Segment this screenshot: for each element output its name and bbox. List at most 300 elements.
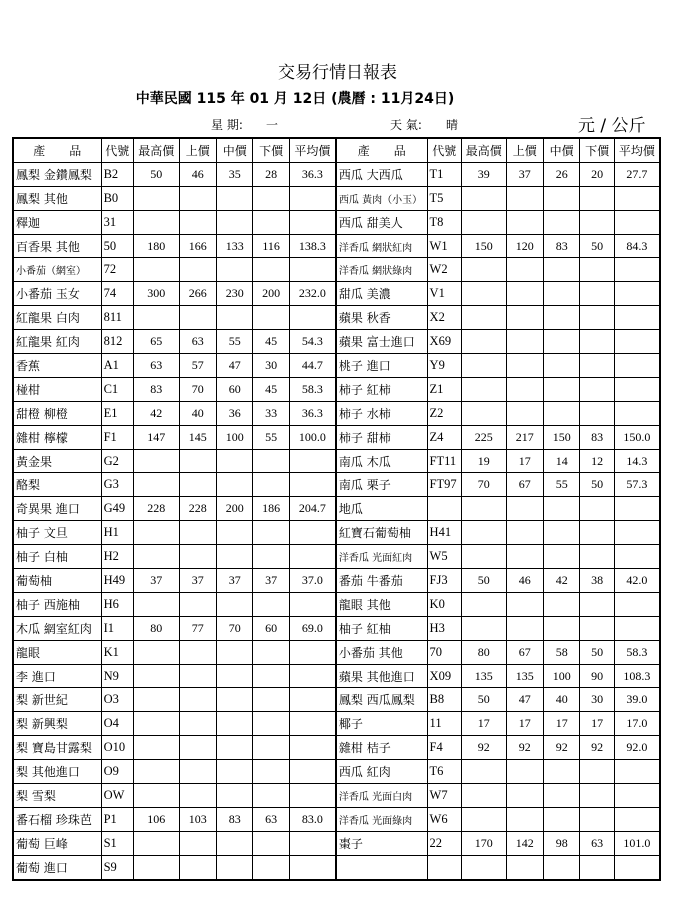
product-name: 番茄 牛番茄 [336, 569, 427, 593]
weather-label: 天 氣: [390, 118, 422, 132]
highest-price [133, 831, 179, 855]
middle-price [543, 592, 579, 616]
lower-price: 30 [580, 688, 614, 712]
table-row [13, 497, 660, 521]
upper-price [506, 186, 543, 210]
highest-price [133, 545, 179, 569]
highest-price: 17 [461, 712, 506, 736]
highest-price: 180 [133, 234, 179, 258]
lower-price [580, 807, 614, 831]
product-code: T8 [427, 210, 461, 234]
product-name: 南瓜 木瓜 [336, 449, 427, 473]
report-date: 中華民國 115 年 01 月 12日 (農曆 : 11月24日) [135, 91, 455, 107]
col-lower: 下價 [580, 138, 614, 162]
highest-price: 147 [133, 425, 179, 449]
middle-price [216, 736, 252, 760]
lower-price [580, 497, 614, 521]
product-code: I1 [101, 616, 133, 640]
average-price [289, 545, 336, 569]
average-price [289, 855, 336, 879]
middle-price [216, 449, 252, 473]
product-code: Z2 [427, 401, 461, 425]
lower-price [580, 592, 614, 616]
product-code: 22 [427, 831, 461, 855]
product-name: 鳳梨 金鑽鳳梨 [13, 162, 101, 186]
lower-price [580, 186, 614, 210]
upper-price [179, 210, 216, 234]
upper-price: 266 [179, 282, 216, 306]
upper-price [179, 306, 216, 330]
average-price [614, 330, 660, 354]
lower-price [253, 545, 289, 569]
product-code: H3 [427, 616, 461, 640]
upper-price: 46 [506, 569, 543, 593]
product-name: 南瓜 栗子 [336, 473, 427, 497]
highest-price: 135 [461, 664, 506, 688]
average-price [289, 521, 336, 545]
product-code: Y9 [427, 354, 461, 378]
lower-price [253, 760, 289, 784]
table-row [13, 473, 660, 497]
average-price [614, 497, 660, 521]
table-row [13, 616, 660, 640]
lower-price: 38 [580, 569, 614, 593]
highest-price: 80 [461, 640, 506, 664]
upper-price: 103 [179, 807, 216, 831]
col-upper: 上價 [506, 138, 543, 162]
upper-price [506, 306, 543, 330]
product-code: FT11 [427, 449, 461, 473]
product-name: 木瓜 網室紅肉 [13, 616, 101, 640]
product-name: 百香果 其他 [13, 234, 101, 258]
product-name: 梨 寶島甘露梨 [13, 736, 101, 760]
product-name: 蘋果 富士進口 [336, 330, 427, 354]
average-price [289, 210, 336, 234]
upper-price: 142 [506, 831, 543, 855]
lower-price [253, 258, 289, 282]
lower-price [253, 688, 289, 712]
average-price: 14.3 [614, 449, 660, 473]
upper-price: 67 [506, 640, 543, 664]
upper-price [179, 258, 216, 282]
lower-price [253, 855, 289, 879]
product-code: H41 [427, 521, 461, 545]
price-table [12, 137, 661, 881]
table-row [13, 449, 660, 473]
product-code: F1 [101, 425, 133, 449]
highest-price [461, 855, 506, 879]
highest-price [133, 712, 179, 736]
middle-price: 100 [543, 664, 579, 688]
product-name: 西瓜 大西瓜 [336, 162, 427, 186]
lower-price [253, 640, 289, 664]
product-name: 椪柑 [13, 377, 101, 401]
middle-price: 200 [216, 497, 252, 521]
middle-price: 83 [543, 234, 579, 258]
product-name: 柿子 甜柿 [336, 425, 427, 449]
lower-price [253, 521, 289, 545]
lower-price: 186 [253, 497, 289, 521]
highest-price [461, 258, 506, 282]
middle-price: 37 [216, 569, 252, 593]
middle-price: 98 [543, 831, 579, 855]
product-name: 蘋果 其他進口 [336, 664, 427, 688]
middle-price [216, 592, 252, 616]
upper-price: 46 [179, 162, 216, 186]
upper-price [179, 784, 216, 808]
average-price: 36.3 [289, 162, 336, 186]
upper-price [179, 831, 216, 855]
product-code: G49 [101, 497, 133, 521]
table-row [13, 425, 660, 449]
middle-price: 83 [216, 807, 252, 831]
product-code: W6 [427, 807, 461, 831]
upper-price: 17 [506, 712, 543, 736]
table-row [13, 330, 660, 354]
product-name: 黃金果 [13, 449, 101, 473]
table-row [13, 162, 660, 186]
average-price [289, 449, 336, 473]
table-row [13, 831, 660, 855]
product-code: O9 [101, 760, 133, 784]
product-name: 小番茄 其他 [336, 640, 427, 664]
table-body [13, 162, 660, 879]
average-price: 58.3 [289, 377, 336, 401]
average-price [614, 210, 660, 234]
upper-price [179, 736, 216, 760]
upper-price [506, 855, 543, 879]
product-code: 812 [101, 330, 133, 354]
middle-price: 150 [543, 425, 579, 449]
table-row [13, 186, 660, 210]
product-name: 洋香瓜 光面紅肉 [336, 545, 427, 569]
highest-price: 225 [461, 425, 506, 449]
product-name: 洋香瓜 光面白肉 [336, 784, 427, 808]
product-code: H2 [101, 545, 133, 569]
product-name: 鳳梨 西瓜鳳梨 [336, 688, 427, 712]
table-row [13, 234, 660, 258]
product-code: K1 [101, 640, 133, 664]
table-header-row [13, 138, 660, 162]
middle-price: 40 [543, 688, 579, 712]
lower-price [580, 855, 614, 879]
highest-price [461, 521, 506, 545]
lower-price: 30 [253, 354, 289, 378]
upper-price [179, 664, 216, 688]
lower-price [253, 449, 289, 473]
weekday-value: 一 [266, 118, 279, 132]
average-price: 39.0 [614, 688, 660, 712]
lower-price [580, 330, 614, 354]
product-name: 柚子 西施柚 [13, 592, 101, 616]
middle-price [543, 855, 579, 879]
highest-price [133, 736, 179, 760]
average-price: 36.3 [289, 401, 336, 425]
highest-price [461, 616, 506, 640]
product-name: 鳳梨 其他 [13, 186, 101, 210]
middle-price [216, 473, 252, 497]
product-code: V1 [427, 282, 461, 306]
product-code: W2 [427, 258, 461, 282]
average-price [614, 855, 660, 879]
lower-price: 50 [580, 640, 614, 664]
lower-price [580, 784, 614, 808]
highest-price: 65 [133, 330, 179, 354]
table-row [13, 855, 660, 879]
middle-price: 100 [216, 425, 252, 449]
middle-price: 133 [216, 234, 252, 258]
product-code: O10 [101, 736, 133, 760]
middle-price [543, 210, 579, 234]
col-code: 代號 [101, 138, 133, 162]
upper-price [179, 473, 216, 497]
upper-price [179, 449, 216, 473]
col-lower: 下價 [253, 138, 289, 162]
upper-price [506, 497, 543, 521]
lower-price: 12 [580, 449, 614, 473]
product-code: S9 [101, 855, 133, 879]
highest-price [461, 377, 506, 401]
product-name: 洋香瓜 光面綠肉 [336, 807, 427, 831]
col-product: 產 品 [336, 138, 427, 162]
upper-price: 120 [506, 234, 543, 258]
product-name: 甜瓜 美濃 [336, 282, 427, 306]
lower-price [253, 664, 289, 688]
upper-price [506, 760, 543, 784]
highest-price: 92 [461, 736, 506, 760]
lower-price [580, 258, 614, 282]
upper-price: 63 [179, 330, 216, 354]
table-row [13, 377, 660, 401]
highest-price [133, 186, 179, 210]
product-name: 西瓜 紅肉 [336, 760, 427, 784]
table-row [13, 688, 660, 712]
upper-price [179, 760, 216, 784]
product-name: 洋香瓜 網狀綠肉 [336, 258, 427, 282]
product-code: 811 [101, 306, 133, 330]
highest-price [133, 306, 179, 330]
upper-price [506, 282, 543, 306]
middle-price [216, 688, 252, 712]
lower-price [580, 760, 614, 784]
middle-price [543, 545, 579, 569]
middle-price: 92 [543, 736, 579, 760]
highest-price [461, 760, 506, 784]
average-price [289, 831, 336, 855]
upper-price [506, 545, 543, 569]
product-code: E1 [101, 401, 133, 425]
highest-price [133, 664, 179, 688]
middle-price [216, 258, 252, 282]
upper-price: 217 [506, 425, 543, 449]
highest-price: 37 [133, 569, 179, 593]
highest-price: 228 [133, 497, 179, 521]
product-code: S1 [101, 831, 133, 855]
upper-price: 77 [179, 616, 216, 640]
upper-price [179, 855, 216, 879]
upper-price [506, 401, 543, 425]
table-row [13, 784, 660, 808]
price-unit: 元 / 公斤 [578, 116, 646, 136]
highest-price: 80 [133, 616, 179, 640]
product-code: N9 [101, 664, 133, 688]
table-row [13, 306, 660, 330]
average-price [614, 258, 660, 282]
average-price [289, 712, 336, 736]
product-name: 雜柑 檸檬 [13, 425, 101, 449]
product-code: H6 [101, 592, 133, 616]
product-code: B8 [427, 688, 461, 712]
middle-price [543, 186, 579, 210]
highest-price [133, 784, 179, 808]
product-code: 31 [101, 210, 133, 234]
table-row [13, 282, 660, 306]
middle-price [543, 807, 579, 831]
average-price: 27.7 [614, 162, 660, 186]
upper-price: 47 [506, 688, 543, 712]
lower-price: 45 [253, 330, 289, 354]
product-code: F4 [427, 736, 461, 760]
product-code: H1 [101, 521, 133, 545]
upper-price: 57 [179, 354, 216, 378]
middle-price: 60 [216, 377, 252, 401]
middle-price [216, 712, 252, 736]
middle-price [543, 377, 579, 401]
average-price: 232.0 [289, 282, 336, 306]
middle-price [543, 784, 579, 808]
average-price [614, 760, 660, 784]
highest-price [461, 306, 506, 330]
average-price: 54.3 [289, 330, 336, 354]
upper-price [179, 688, 216, 712]
average-price [289, 736, 336, 760]
middle-price: 14 [543, 449, 579, 473]
upper-price [506, 210, 543, 234]
table-row [13, 521, 660, 545]
lower-price [580, 377, 614, 401]
lower-price: 20 [580, 162, 614, 186]
lower-price: 28 [253, 162, 289, 186]
average-price [614, 354, 660, 378]
average-price [614, 521, 660, 545]
product-code: Z1 [427, 377, 461, 401]
product-code: FJ3 [427, 569, 461, 593]
average-price: 92.0 [614, 736, 660, 760]
product-code: B2 [101, 162, 133, 186]
product-name: 奇異果 進口 [13, 497, 101, 521]
highest-price [133, 688, 179, 712]
average-price [289, 473, 336, 497]
highest-price: 150 [461, 234, 506, 258]
average-price [614, 616, 660, 640]
lower-price [253, 592, 289, 616]
middle-price [543, 497, 579, 521]
average-price: 42.0 [614, 569, 660, 593]
product-name: 小番茄 玉女 [13, 282, 101, 306]
product-code: 11 [427, 712, 461, 736]
middle-price [216, 664, 252, 688]
product-name: 李 進口 [13, 664, 101, 688]
average-price: 83.0 [289, 807, 336, 831]
highest-price [461, 186, 506, 210]
highest-price [461, 401, 506, 425]
col-code: 代號 [427, 138, 461, 162]
highest-price [133, 521, 179, 545]
lower-price: 90 [580, 664, 614, 688]
average-price: 84.3 [614, 234, 660, 258]
middle-price [216, 784, 252, 808]
highest-price [133, 473, 179, 497]
average-price [614, 282, 660, 306]
average-price: 108.3 [614, 664, 660, 688]
lower-price: 92 [580, 736, 614, 760]
product-code: X69 [427, 330, 461, 354]
lower-price [253, 712, 289, 736]
lower-price [580, 545, 614, 569]
table-row [13, 712, 660, 736]
average-price [289, 258, 336, 282]
product-name: 小番茄（網室） [13, 258, 101, 282]
highest-price: 50 [461, 569, 506, 593]
lower-price [253, 831, 289, 855]
product-name: 紅龍果 紅肉 [13, 330, 101, 354]
average-price: 57.3 [614, 473, 660, 497]
table-row [13, 354, 660, 378]
product-name: 酪梨 [13, 473, 101, 497]
lower-price: 116 [253, 234, 289, 258]
product-code: T1 [427, 162, 461, 186]
average-price: 101.0 [614, 831, 660, 855]
middle-price [216, 760, 252, 784]
product-name: 龍眼 [13, 640, 101, 664]
average-price [289, 688, 336, 712]
product-code: G2 [101, 449, 133, 473]
lower-price [580, 282, 614, 306]
lower-price: 63 [253, 807, 289, 831]
upper-price [506, 807, 543, 831]
lower-price: 50 [580, 234, 614, 258]
average-price [289, 306, 336, 330]
middle-price [216, 855, 252, 879]
lower-price: 45 [253, 377, 289, 401]
table-row [13, 258, 660, 282]
upper-price: 17 [506, 449, 543, 473]
upper-price [179, 186, 216, 210]
table-row [13, 664, 660, 688]
product-name: 柿子 紅柿 [336, 377, 427, 401]
product-code: T6 [427, 760, 461, 784]
lower-price [253, 210, 289, 234]
highest-price: 106 [133, 807, 179, 831]
product-code: H49 [101, 569, 133, 593]
highest-price [461, 807, 506, 831]
product-name: 甜橙 柳橙 [13, 401, 101, 425]
upper-price [179, 712, 216, 736]
table-row [13, 640, 660, 664]
highest-price: 50 [461, 688, 506, 712]
average-price [614, 306, 660, 330]
product-code: C1 [101, 377, 133, 401]
lower-price [253, 473, 289, 497]
average-price [614, 592, 660, 616]
lower-price: 17 [580, 712, 614, 736]
highest-price [133, 449, 179, 473]
lower-price [580, 521, 614, 545]
average-price: 17.0 [614, 712, 660, 736]
middle-price [543, 354, 579, 378]
product-code [427, 855, 461, 879]
average-price: 138.3 [289, 234, 336, 258]
